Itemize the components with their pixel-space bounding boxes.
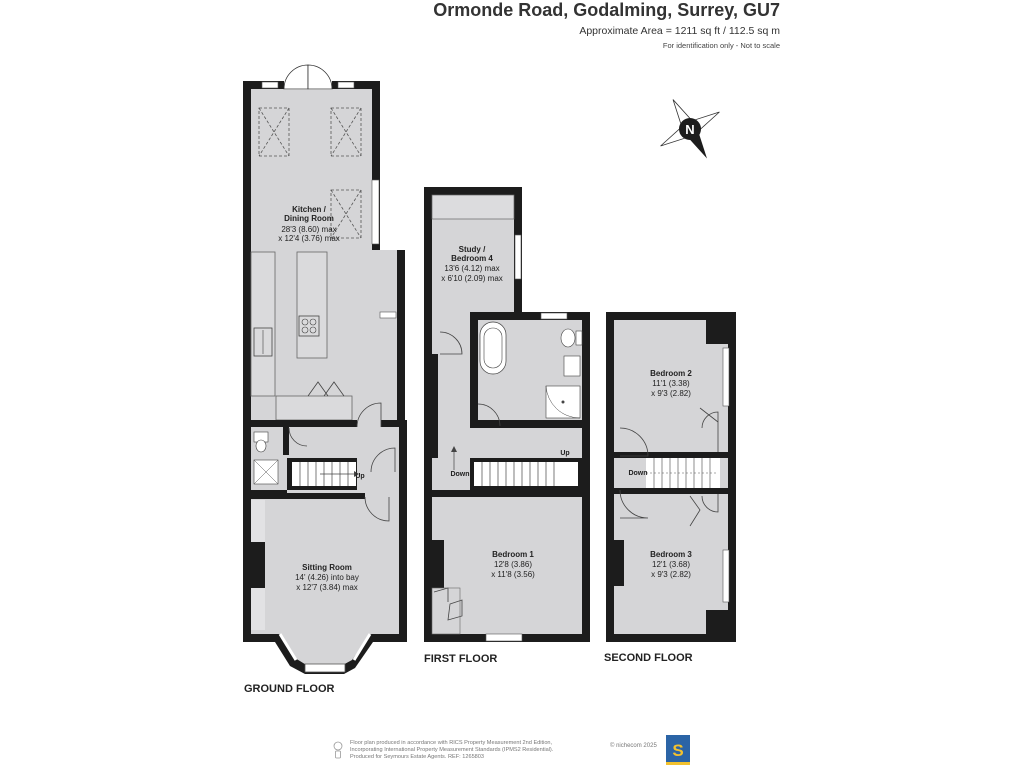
room-label-sitting-room bbox=[295, 563, 359, 592]
agent-logo bbox=[666, 735, 690, 765]
kitchen-name-line2: Dining Room bbox=[284, 214, 334, 223]
bedroom2-dim-line2: x 9'3 (2.82) bbox=[651, 389, 691, 398]
approximate-area: Approximate Area = 1211 sq ft / 112.5 sq m bbox=[579, 25, 780, 37]
bedroom1-dim-line2: x 11'8 (3.56) bbox=[491, 570, 535, 579]
bedroom3-dim-line1: 12'1 (3.68) bbox=[652, 560, 690, 569]
stairs-first-up-label: Up bbox=[560, 450, 570, 457]
info-icon bbox=[333, 741, 343, 759]
kitchen-name-line1: Kitchen / bbox=[292, 205, 326, 214]
bedroom3-name: Bedroom 3 bbox=[650, 550, 692, 559]
footer-line-3: Produced for Seymours Estate Agents. REF: 1265803 bbox=[350, 754, 485, 760]
second-floor-plan bbox=[606, 312, 736, 642]
bedroom3-dim-line2: x 9'3 (2.82) bbox=[651, 570, 691, 579]
stairs-ground-up-label: Up bbox=[355, 473, 365, 480]
sitting-name: Sitting Room bbox=[302, 563, 352, 572]
floor-label-second: SECOND FLOOR bbox=[604, 652, 693, 664]
bedroom1-name: Bedroom 1 bbox=[492, 550, 534, 559]
compass-north-label: N bbox=[685, 122, 695, 137]
kitchen-dim-line2: x 12'4 (3.76) max bbox=[278, 234, 340, 243]
room-label-bedroom-3 bbox=[650, 550, 692, 579]
copyright: © nichecom 2025 bbox=[610, 743, 657, 749]
bedroom2-name: Bedroom 2 bbox=[650, 369, 692, 378]
footer-disclaimer bbox=[350, 740, 620, 761]
footer-line-2: Incorporating International Property Measurement Standards (IPMS2 Residential). bbox=[350, 747, 554, 753]
room-label-bedroom-2 bbox=[650, 369, 692, 398]
study-name-line1: Study / bbox=[458, 245, 486, 254]
bedroom1-dim-line1: 12'8 (3.86) bbox=[494, 560, 532, 569]
bedroom2-dim-line1: 11'1 (3.38) bbox=[652, 379, 690, 388]
logo-letter: S bbox=[672, 741, 684, 760]
disclaimer-note: For identification only - Not to scale bbox=[662, 41, 780, 50]
footer-line-1: Floor plan produced in accordance with RICS Property Measurement 2nd Edition, bbox=[350, 740, 553, 746]
study-dim-line1: 13'6 (4.12) max bbox=[444, 264, 500, 273]
floor-label-ground: GROUND FLOOR bbox=[244, 683, 335, 695]
kitchen-dim-line1: 28'3 (8.60) max bbox=[281, 225, 337, 234]
floor-label-first: FIRST FLOOR bbox=[424, 653, 498, 665]
sitting-dim-line1: 14' (4.26) into bay bbox=[295, 573, 359, 582]
sitting-dim-line2: x 12'7 (3.84) max bbox=[296, 583, 358, 592]
study-dim-line2: x 6'10 (2.09) max bbox=[441, 274, 503, 283]
plan-title: Ormonde Road, Godalming, Surrey, GU7 bbox=[433, 0, 780, 20]
stairs-second-down-label: Down bbox=[628, 470, 648, 477]
study-name-line2: Bedroom 4 bbox=[451, 254, 493, 263]
room-label-bedroom-1 bbox=[491, 550, 535, 579]
stairs-first-down-label: Down bbox=[450, 471, 470, 478]
